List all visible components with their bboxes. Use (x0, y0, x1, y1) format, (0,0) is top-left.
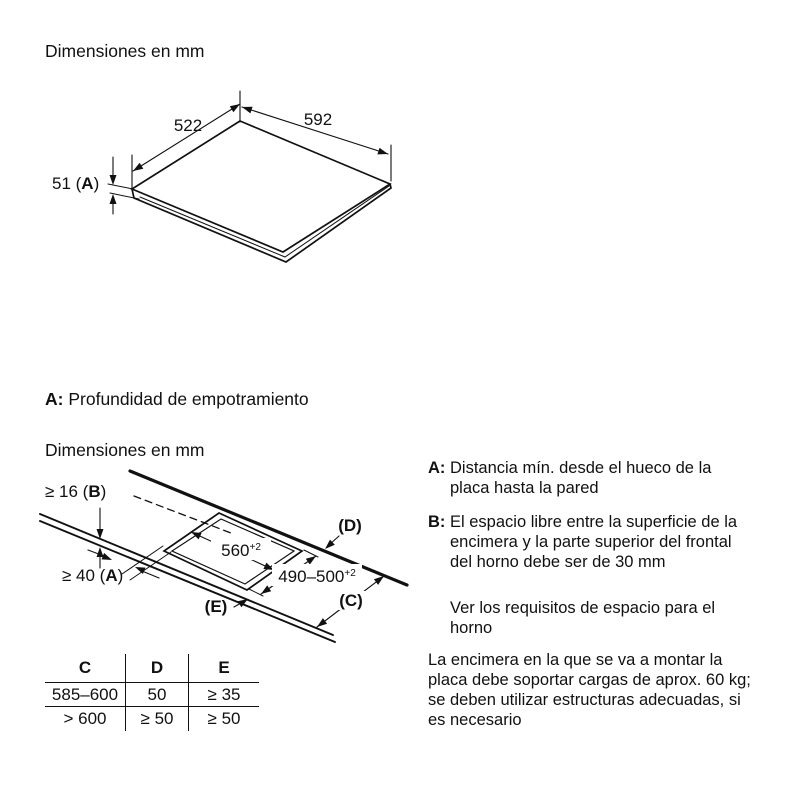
table-cell: > 600 (45, 707, 126, 732)
install-section-title: Dimensiones en mm (45, 440, 205, 460)
label-c: (C) (334, 591, 368, 610)
dim-51a (108, 157, 139, 214)
table-cell: ≥ 50 (207, 709, 241, 728)
table-row (45, 707, 259, 732)
label-e: (E) (204, 597, 228, 616)
note-b-label: B: (428, 513, 446, 531)
note-a (428, 458, 711, 498)
note-b (428, 512, 737, 572)
table-cell: 50 (126, 683, 189, 707)
dim-51a-label: 51 (A) (52, 174, 100, 193)
dim-b-label: ≥ 16 (B) (45, 482, 107, 501)
table-cell: ≥ 35 (189, 683, 260, 707)
table-header-d: D (126, 654, 189, 683)
dim-a-label: ≥ 40 (A) (62, 566, 124, 585)
table-cell: 585–600 (45, 683, 126, 707)
table-header-row (45, 654, 259, 683)
cooktop-lip-line (140, 186, 389, 257)
table-cell: ≥ 50 (126, 707, 189, 732)
note-a-label: A: (428, 459, 446, 477)
label-d-leader (325, 536, 339, 549)
dim-592-label: 592 (303, 110, 333, 129)
clearance-table (45, 654, 259, 731)
note-b-text: El espacio libre entre la superficie de la encimera y la parte superior del frontal del horno debe ser de 30 mm (450, 513, 738, 571)
oven-space-note: Ver los requisitos de espacio para el horno (450, 599, 716, 637)
dim-522 (133, 104, 240, 171)
table-header-e: E (189, 654, 260, 683)
cutout-width-label: $560^{+2}$ (211, 538, 271, 560)
table-header-c: C (45, 654, 126, 683)
table-row (45, 683, 259, 707)
cutout-depth-label: $490-500^{+2}$ (272, 564, 362, 586)
depth-caption: A: Profundidad de empotramiento (45, 389, 309, 409)
cooktop-body-edge (132, 184, 391, 262)
cooktop-isometric-view (108, 91, 391, 262)
top-section-title: Dimensiones en mm (45, 41, 205, 61)
note-a-text: Distancia mín. desde el hueco de la placa hasta la pared (450, 459, 712, 497)
dim-ticks (132, 91, 391, 190)
load-capacity-note: La encimera en la que se va a montar la placa debe soportar cargas de aprox. 60 kg; se deben utilizar estructuras adecuadas, si es necesario (428, 651, 751, 729)
label-d: (D) (332, 516, 368, 535)
dim-522-label: 522 (173, 116, 203, 135)
cooktop-top-face (132, 121, 390, 252)
